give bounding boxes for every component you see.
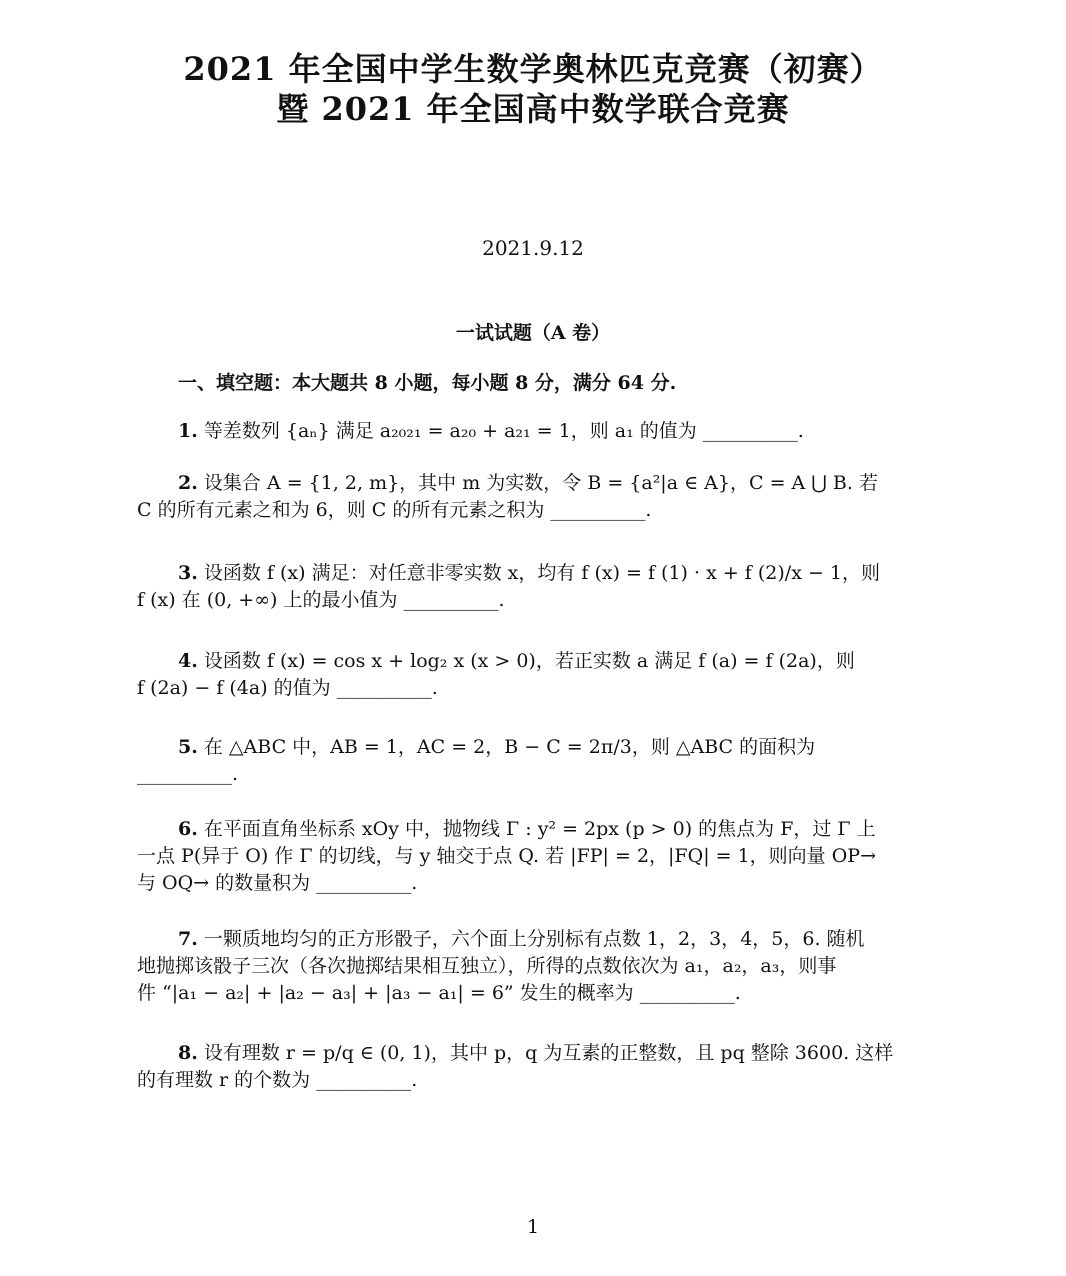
question-7	[137, 926, 917, 1007]
question-text: 在平面直角坐标系 xOy 中，抛物线 Γ : y² = 2px (p > 0) 的焦点为 F，过 Γ 上	[203, 818, 876, 840]
section-heading: 一、填空题：本大题共 8 小题，每小题 8 分，满分 64 分.	[178, 372, 677, 394]
question-line	[137, 470, 917, 497]
question-line	[137, 418, 917, 445]
question-text: 等差数列 {aₙ} 满足 a₂₀₂₁ = a₂₀ + a₂₁ = 1，则 a₁ 的值为 __________.	[203, 420, 804, 442]
question-text: 一点 P(异于 O) 作 Γ 的切线，与 y 轴交于点 Q. 若 |FP| = 2，|FQ| = 1，则向量 OP→	[137, 845, 876, 867]
question-text: 件 “|a₁ − a₂| + |a₂ − a₃| + |a₃ − a₁| = 6” 发生的概率为 __________.	[137, 982, 741, 1004]
question-3	[137, 560, 917, 614]
question-line	[137, 648, 917, 675]
exam-title-line2: 暨 2021 年全国高中数学联合竞赛	[276, 90, 790, 128]
question-text: 的有理数 r 的个数为 __________.	[137, 1069, 418, 1091]
question-text: f (x) 在 (0, +∞) 上的最小值为 __________.	[137, 589, 505, 611]
question-8	[137, 1040, 917, 1094]
exam-title-line1: 2021 年全国中学生数学奥林匹克竞赛（初赛）	[183, 50, 883, 88]
question-line	[137, 734, 917, 761]
paper-label: 一试试题（A 卷）	[455, 322, 611, 344]
question-number: 1.	[178, 420, 198, 442]
question-text: 地抛掷该骰子三次（各次抛掷结果相互独立），所得的点数依次为 a₁，a₂，a₃，则事	[137, 955, 837, 977]
question-text: 与 OQ→ 的数量积为 __________.	[137, 872, 418, 894]
question-text: 一颗质地均匀的正方形骰子，六个面上分别标有点数 1，2，3，4，5，6. 随机	[203, 928, 865, 950]
question-line	[137, 926, 917, 953]
question-text: 设函数 f (x) = cos x + log₂ x (x > 0)，若正实数 a 满足 f (a) = f (2a)，则	[203, 650, 855, 672]
question-line	[137, 560, 917, 587]
question-number: 8.	[178, 1042, 198, 1064]
question-2	[137, 470, 917, 524]
question-text: C 的所有元素之和为 6，则 C 的所有元素之积为 __________.	[137, 499, 652, 521]
question-text: 设函数 f (x) 满足：对任意非零实数 x，均有 f (x) = f (1) · x + f (2)/x − 1，则	[203, 562, 880, 584]
question-number: 2.	[178, 472, 198, 494]
question-text: 设集合 A = {1, 2, m}，其中 m 为实数，令 B = {a²|a ∈ A}，C = A ⋃ B. 若	[203, 472, 878, 494]
question-line	[137, 816, 917, 843]
question-text: 在 △ABC 中，AB = 1，AC = 2，B − C = 2π/3，则 △ABC 的面积为	[203, 736, 816, 758]
question-number: 4.	[178, 650, 198, 672]
page-number: 1	[526, 1216, 540, 1238]
question-text: __________.	[137, 763, 239, 785]
question-number: 3.	[178, 562, 198, 584]
question-text: f (2a) − f (4a) 的值为 __________.	[137, 677, 438, 699]
question-number: 7.	[178, 928, 198, 950]
question-4	[137, 648, 917, 702]
question-1	[137, 418, 917, 445]
question-6	[137, 816, 917, 897]
question-number: 6.	[178, 818, 198, 840]
question-number: 5.	[178, 736, 198, 758]
question-5	[137, 734, 917, 788]
question-line	[137, 1040, 917, 1067]
question-text: 设有理数 r = p/q ∈ (0, 1)，其中 p，q 为互素的正整数，且 pq 整除 3600. 这样	[203, 1042, 894, 1064]
exam-date: 2021.9.12	[482, 236, 584, 260]
